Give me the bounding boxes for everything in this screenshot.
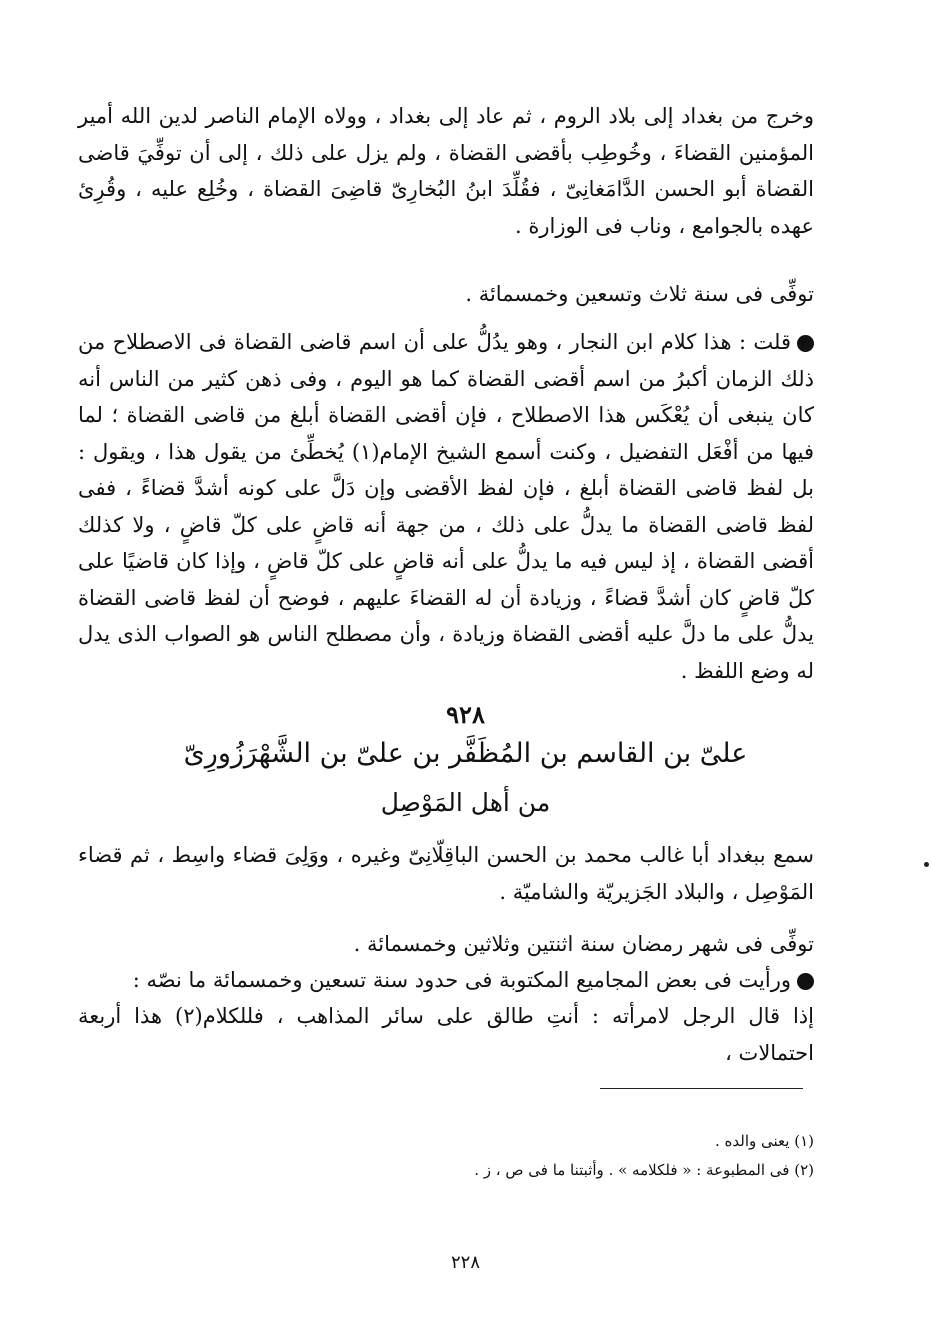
paragraph-commentary [78, 324, 814, 689]
footnote-divider [600, 1088, 803, 1089]
footnotes [78, 1127, 814, 1185]
quote-intro-text: ورأيت فى بعض المجاميع المكتوبة فى حدود سنة تسعين وخمسمائة ما نصّه : [132, 968, 791, 992]
entry-number: ٩٢٨ [446, 700, 485, 729]
entry-title: علىّ بن القاسم بن المُظَفَّر بن علىّ بن الشَّهْرَزُورِىّ [183, 738, 748, 769]
entry-subtitle: من أهل المَوْصِل [380, 788, 551, 817]
paragraph-career: وخرج من بغداد إلى بلاد الروم ، ثم عاد إلى بغداد ، وولاه الإمام الناصر لدين الله أمير المؤمنين القضاءَ ، وخُوطِب بأقضى القضاة ، ولم يزل على ذلك ، إلى أن توفِّيَ قاضى القضاة أبو الحسن الدَّامَغانِىّ ، فقُلِّدَ ابنُ البُخارِىّ قاضِىَ القضاة ، وخُلِع عليه ، وقُرِئ عهده بالجوامع ، وناب فى الوزارة . [78, 104, 814, 238]
paragraph-quote-intro [78, 962, 814, 999]
paragraph-death-date-2: توفِّى فى شهر رمضان سنة اثنتين وثلاثين وخمسمائة . [353, 932, 814, 956]
footnote-2: (٢) فى المطبوعة : « فلكلامه » . وأثبتنا ما فى ص ، ز . [474, 1161, 814, 1179]
bullet-icon [797, 335, 814, 352]
page-number: ٢٢٨ [450, 1252, 480, 1273]
footnote-1: (١) يعنى والده . [715, 1132, 814, 1150]
commentary-text: قلت : هذا كلام ابن النجار ، وهو يدُلُّ على أن اسم قاضى القضاة فى الاصطلاح من ذلك الزمان أكبرُ من اسم أقضى القضاة كما هو اليوم ، وفى ذهن كثير من الناس أنه كان ينبغى أن يُعْكَس هذا الاصطلاح ، فإن أقضى القضاة أبلغ من قاضى القضاة ؛ لما فيها من أفْعَل التفضيل ، وكنت أسمع الشيخ الإمام(١) يُخطِّئ من يقول هذا ، ويقول : بل لفظ قاضى القضاة أبلغ ، فإن لفظ الأقضى وإن دَلَّ على كونه أشدَّ قضاءً ، ففى لفظ قاضى القضاة ما يدلُّ على ذلك ، من جهة أنه قاضٍ على كلّ قاضٍ ، ولا كذلك أقضى القضاة ، إذ ليس فيه ما يدلُّ على أنه قاضٍ على كلّ قاضٍ ، وإذا كان قاضيًا على كلّ قاضٍ كان أشدَّ قضاءً ، وزيادة أن له القضاءَ عليهم ، فوضح أن لفظ قاضى القضاة يدلُّ على ما دلَّ عليه أقضى القضاة وزيادة ، وأن مصطلح الناس هو الصواب الذى يدل له وضع اللفظ . [78, 330, 814, 683]
bullet-icon [797, 973, 814, 990]
paragraph-quote: إذا قال الرجل لامرأته : أنتِ طالق على سائر المذاهب ، فللكلام(٢) هذا أربعة احتمالات ، [78, 1004, 814, 1065]
scan-mark [924, 862, 929, 867]
paragraph-death-date: توفِّى فى سنة ثلاث وتسعين وخمسمائة . [465, 282, 814, 306]
paragraph-biography: سمع ببغداد أبا غالب محمد بن الحسن الباقِلّانِىّ وغيره ، ووَلِىَ قضاء واسِط ، ثم قضاء المَوْصِل ، والبلاد الجَزيريّة والشاميّة . [78, 843, 814, 904]
